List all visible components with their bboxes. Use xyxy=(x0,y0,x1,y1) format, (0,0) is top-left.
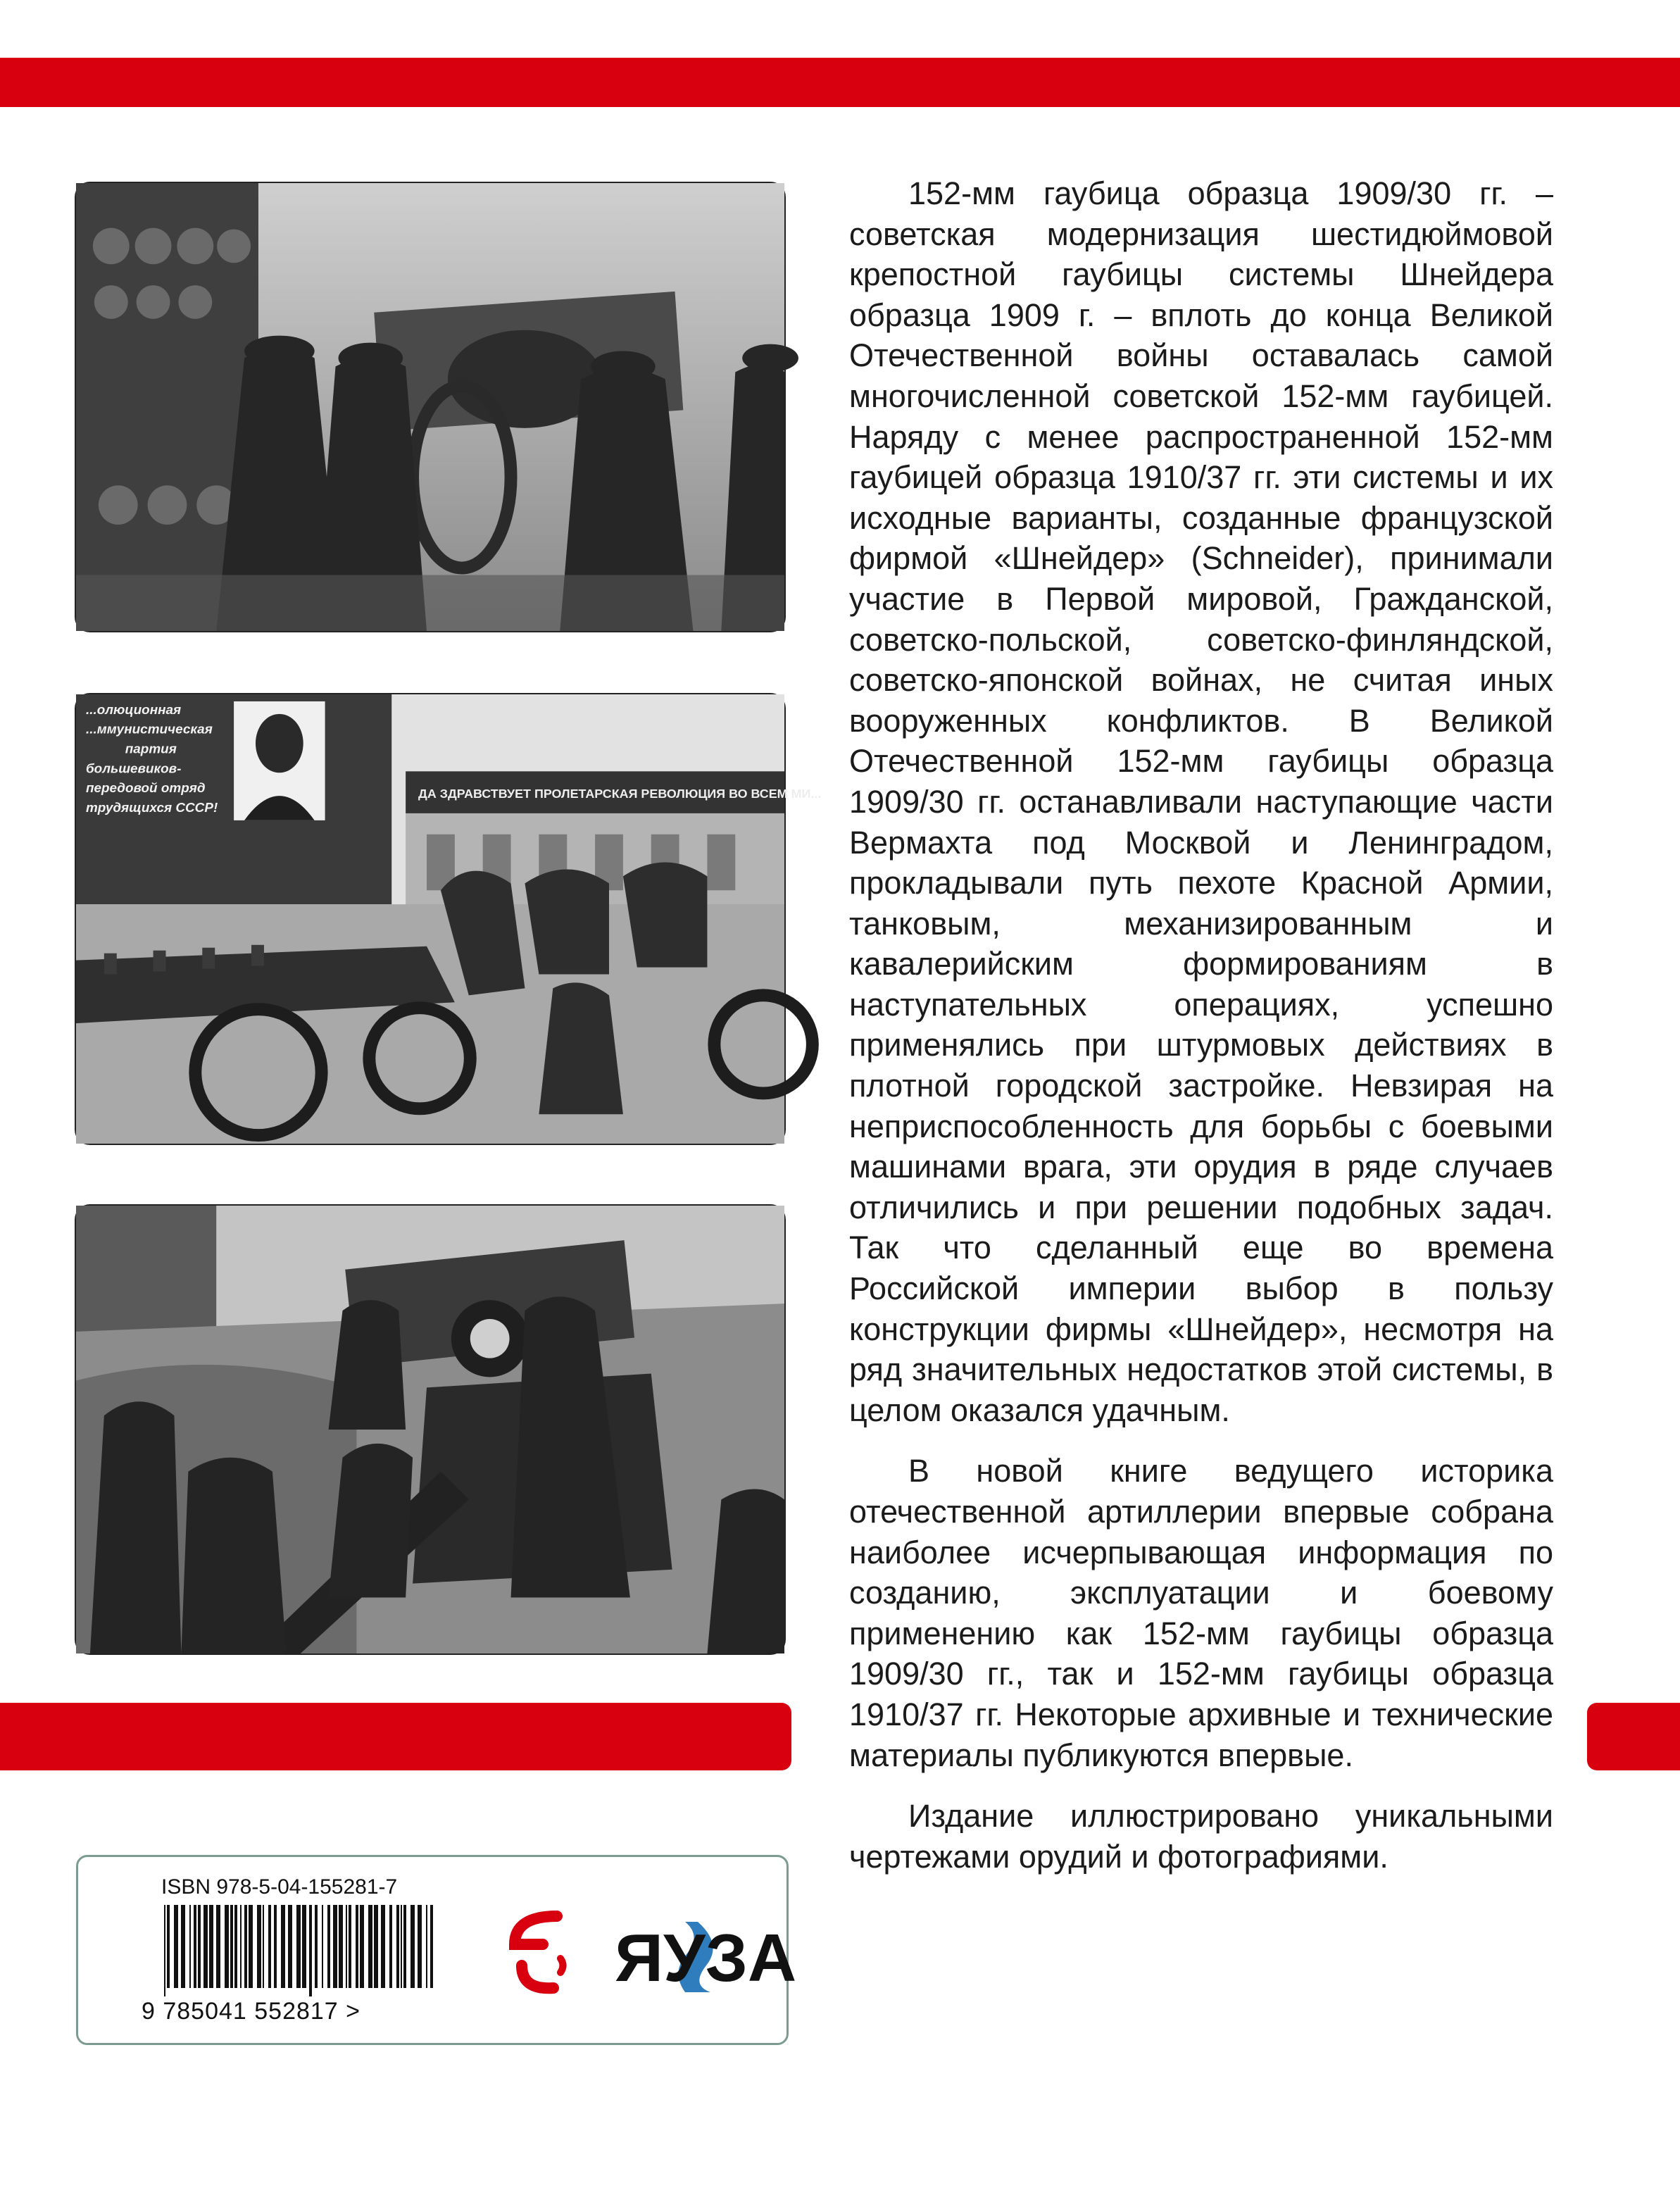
barcode-bar xyxy=(244,1905,247,1988)
photo-red-square-parade xyxy=(75,693,822,1145)
barcode-bar xyxy=(410,1905,415,1988)
banner-line-3: партия xyxy=(125,742,177,757)
barcode-bar xyxy=(339,1905,343,1988)
barcode-bar xyxy=(356,1905,358,1988)
isbn-panel xyxy=(76,1855,797,2045)
photo-howitzer-crew xyxy=(75,182,786,632)
banner-line-5: передовой отряд xyxy=(85,781,206,796)
isbn-label: ISBN 978-5-04-155281-7 xyxy=(161,1875,398,1899)
barcode-bar xyxy=(426,1905,427,1988)
barcode-bar xyxy=(327,1905,330,1988)
banner-line-2: ...ммунистическая xyxy=(85,722,213,737)
barcode-bar xyxy=(401,1905,402,1988)
banner-line-1: ...олюционная xyxy=(85,702,182,718)
barcode-bar xyxy=(230,1905,233,1988)
barcode-bar xyxy=(234,1905,237,1988)
barcode-bar xyxy=(302,1905,306,1988)
paragraph-book: В новой книге ведущего историка отечественной артиллерии впервые собрана наиболее исчерпывающая информация по созданию, эксплуатации и боевому применению как 152-мм гаубицы образца 1909/30 гг., так и 152-мм гаубицы образца 1910/37 гг. Некоторые архивные и технические материалы публикуются впервые. xyxy=(849,1453,1553,1773)
barcode-bar xyxy=(315,1905,318,1988)
barcode-bar xyxy=(181,1905,185,1988)
photo-urban-combat xyxy=(75,1204,786,1655)
barcode-bar xyxy=(368,1905,372,1988)
barcode-bar xyxy=(203,1905,208,1988)
top-red-bar xyxy=(0,58,1680,107)
barcode-bar xyxy=(240,1905,242,1988)
barcode-bar xyxy=(333,1905,337,1988)
barcode-bar xyxy=(381,1905,385,1988)
banner-line-4: большевиков- xyxy=(85,761,182,777)
barcode-bar xyxy=(274,1905,277,1988)
description-text xyxy=(849,173,1553,1897)
barcode-bar xyxy=(288,1905,292,1988)
barcode-bar xyxy=(249,1905,253,1988)
barcode-bar xyxy=(349,1905,351,1988)
right-red-band xyxy=(1587,1703,1680,1770)
barcode-bar xyxy=(309,1905,312,1996)
barcode-bar xyxy=(389,1905,392,1988)
parade-slogan: ДА ЗДРАВСТВУЕТ ПРОЛЕТАРСКАЯ РЕВОЛЮЦИЯ ВО ВСЕМ МИ... xyxy=(418,787,822,801)
barcode-bar xyxy=(403,1905,406,1988)
barcode-bar xyxy=(257,1905,261,1988)
yauza-wordmark: ЯУЗА xyxy=(615,1920,797,1996)
left-red-band xyxy=(0,1703,791,1770)
barcode-bar xyxy=(418,1905,422,1988)
barcode-bar xyxy=(374,1905,378,1988)
barcode-bar xyxy=(396,1905,399,1988)
eksmo-logo-icon xyxy=(501,1902,578,2001)
barcode-bar xyxy=(167,1905,170,1988)
banner-line-6: трудящихся СССР! xyxy=(85,800,218,815)
barcode-bar xyxy=(360,1905,364,1988)
barcode-bar xyxy=(225,1905,229,1988)
barcode-bar xyxy=(164,1905,165,1996)
barcode-bar xyxy=(346,1905,347,1988)
barcode-bar xyxy=(189,1905,191,1988)
barcode-bar xyxy=(194,1905,196,1988)
yauza-logo xyxy=(612,1916,797,1996)
barcode-bar xyxy=(263,1905,264,1988)
barcode-bar xyxy=(209,1905,213,1988)
barcode-bar xyxy=(296,1905,301,1988)
barcode-bar xyxy=(216,1905,220,1988)
barcode-bar xyxy=(268,1905,271,1988)
barcode-bar xyxy=(174,1905,178,1988)
barcode-bar xyxy=(281,1905,285,1988)
barcode-bar xyxy=(198,1905,201,1988)
isbn-digits: 9 785041 552817 > xyxy=(142,1998,361,2025)
barcode xyxy=(161,1905,436,1996)
paragraph-illustrations: Издание иллюстрировано уникальными чертежами орудий и фотографиями. xyxy=(849,1798,1553,1875)
paragraph-main: 152-мм гаубица образца 1909/30 гг. – советская модернизация шестидюймовой крепостной гаубицы системы Шнейдера образца 1909 г. – вплоть до конца Великой Отечественной войны оставалась самой многочисленной советской 152-мм гаубицей. Наряду с менее распространенной 152-мм гаубицей образца 1910/37 гг. эти системы и их исходные варианты, созданные французской фирмой «Шнейдер» (Schneider), принимали участие в Первой мировой, Гражданской, советско-польской, советско-финляндской, советско-японской войнах, не считая иных вооруженных конфликтов. В Великой Отечественной 152-мм гаубицы образца 1909/30 гг. останавливали наступающие части Вермахта под Москвой и Ленинградом, прокладывали путь пехоте Красной Армии, танковым, механизированным и кавалерийским формированиям в наступательных операциях, успешно применялись при штурмовых действиях в плотной городской застройке. Невзирая на неприспособленность для борьбы с боевыми машинами врага, эти орудия в ряде случаев отличились и при решении подобных задач. Так что сделанный еще во времена Российской империи выбор в пользу конструкции фирмы «Шнейдер», несмотря на ряд значительных недостатков этой системы, в целом оказался удачным. xyxy=(849,175,1553,1428)
barcode-bar xyxy=(430,1905,433,1988)
barcode-bar xyxy=(322,1905,323,1988)
